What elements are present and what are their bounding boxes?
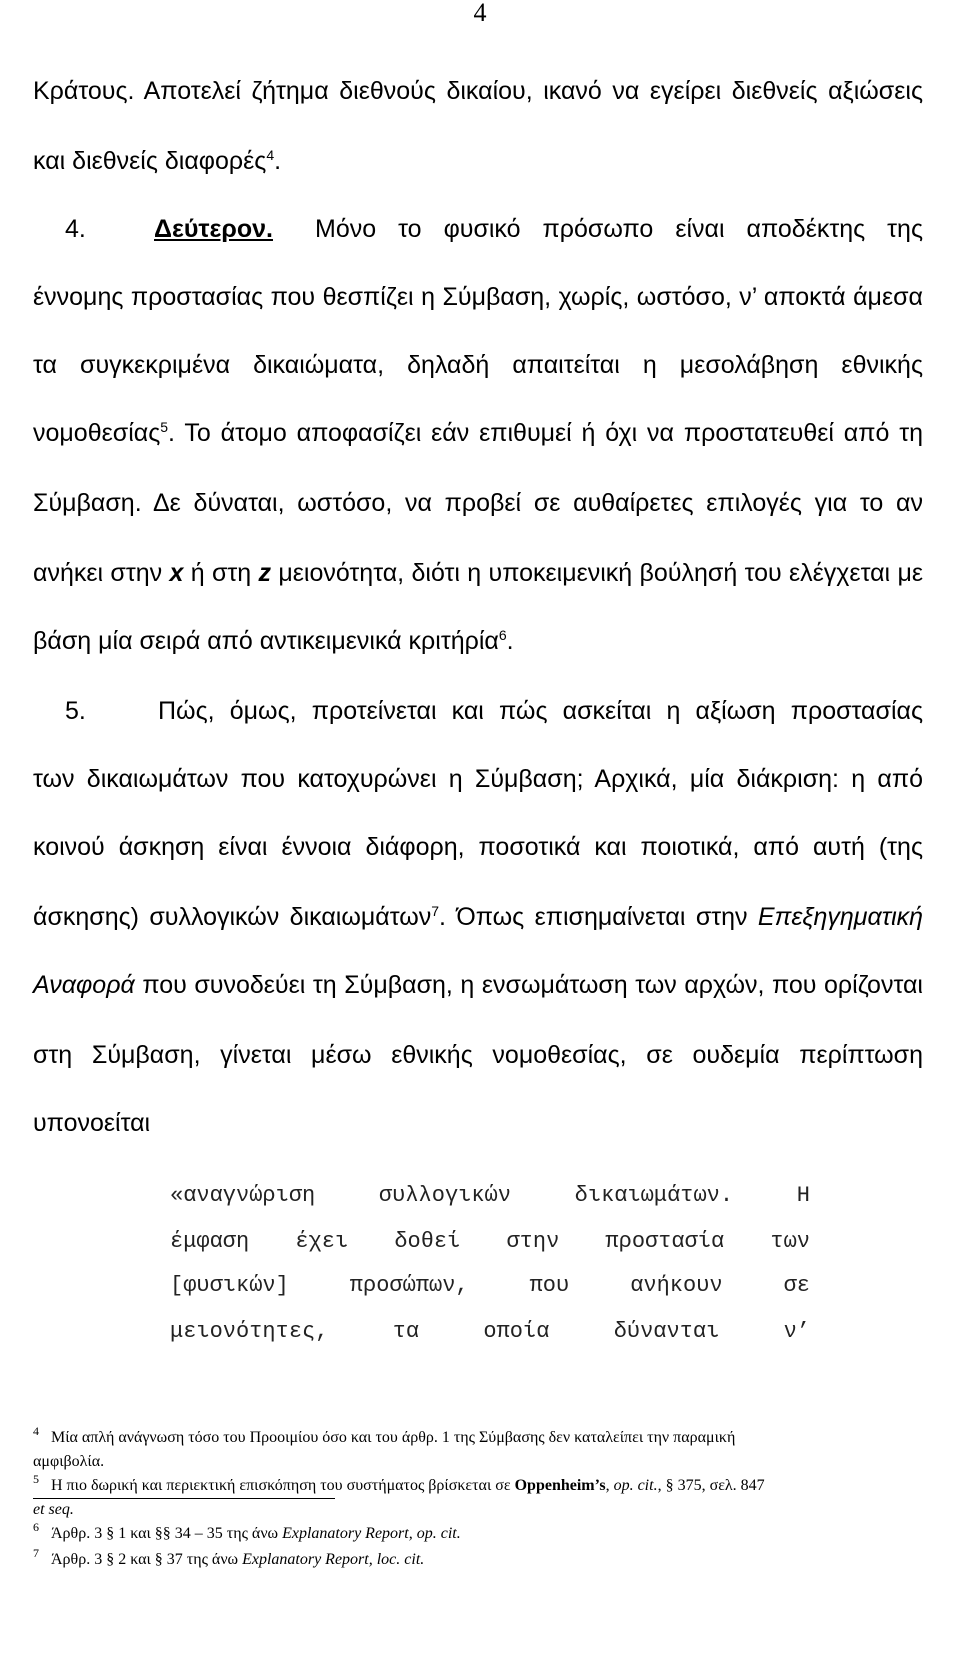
footnote-ref[interactable]: 7	[431, 903, 440, 919]
body-line-4: έννομης προστασίας που θεσπίζει η Σύμβαση, χωρίς, ωστόσο, ν’ αποκτά άμεσα	[33, 283, 923, 311]
body-text: .	[274, 147, 282, 175]
body-line-8	[33, 558, 923, 588]
body-text: ανήκει στην	[33, 559, 170, 587]
paragraph-number: 5.	[65, 697, 86, 725]
page-number: 4	[473, 0, 487, 27]
footnote-4-cont: αμφιβολία.	[33, 1453, 105, 1470]
footnote-text: Άρθρ. 3 § 1 και §§ 34 – 35 της άνω	[51, 1525, 283, 1542]
italic-term: Επεξηγηματική	[757, 903, 923, 931]
body-line-1: Κράτους. Αποτελεί ζήτημα διεθνούς δικαίου, ικανό να εγείρει διεθνείς αξιώσεις	[33, 77, 923, 105]
footnote-citation: Explanatory Report, op. cit.	[282, 1525, 461, 1542]
footnote-ref[interactable]: 5	[160, 419, 169, 435]
body-text: βάση μία σειρά από αντικειμενικά κριτήρία	[33, 627, 499, 655]
quote-line-1: «αναγνώριση συλλογικών δικαιωμάτων. Η	[170, 1183, 810, 1208]
body-text: μειονότητα, διότι η υποκειμενική βούλησή του ελέγχεται με	[271, 559, 924, 587]
body-text: που συνοδεύει τη Σύμβαση, η ενσωμάτωση των αρχών, που ορίζονται	[134, 971, 923, 999]
quote-line-2: έμφαση έχει δοθεί στην προστασία των	[170, 1229, 810, 1254]
paragraph-number: 4.	[65, 215, 86, 243]
minority-z: z	[258, 559, 272, 587]
body-text: ή στη	[183, 559, 259, 587]
footnote-5	[33, 1472, 923, 1496]
body-line-5: τα συγκεκριμένα δικαιώματα, δηλαδή απαιτείται η μεσολάβηση εθνικής	[33, 351, 923, 379]
italic-term: Αναφορά	[33, 971, 135, 999]
body-line-16: υπονοείται	[33, 1109, 151, 1137]
body-text: Πώς, όμως, προτείνεται και πώς ασκείται η αξίωση προστασίας	[158, 697, 923, 725]
footnote-text: Άρθρ. 3 § 2 και § 37 της άνω	[51, 1551, 243, 1568]
body-line-6	[33, 418, 923, 448]
body-text: και διεθνείς διαφορές	[33, 147, 267, 175]
body-text: . Το άτομο αποφασίζει εάν επιθυμεί ή όχι να προστατευθεί από τη	[168, 419, 923, 447]
footnote-text: , § 375, σελ. 847	[657, 1477, 765, 1494]
body-line-9	[33, 626, 923, 656]
quote-line-4: μειονότητες, τα οποία δύνανται ν’	[170, 1319, 810, 1344]
footnote-author: Oppenheim’s	[514, 1477, 606, 1494]
body-text: άσκησης) συλλογικών δικαιωμάτων	[33, 903, 432, 931]
footnote-separator	[33, 1498, 335, 1499]
body-line-13	[33, 902, 923, 932]
footnote-text: Μία απλή ανάγνωση τόσο του Προοιμίου όσο και του άρθρ. 1 της Σύμβασης δεν καταλείπει την παραμική	[51, 1429, 736, 1446]
footnote-7	[33, 1546, 923, 1570]
footnote-ref[interactable]: 4	[266, 147, 275, 163]
footnote-mark: 7	[33, 1546, 39, 1560]
footnote-5-cont: et seq.	[33, 1501, 74, 1518]
paragraph-label: Δεύτερον.	[154, 215, 273, 243]
body-text: . Όπως επισημαίνεται στην	[439, 903, 758, 931]
body-line-7: Σύμβαση. Δε δύναται, ωστόσο, να προβεί σε αυθαίρετες επιλογές για το αν	[33, 489, 923, 517]
footnote-mark: 6	[33, 1520, 39, 1534]
footnote-4	[33, 1424, 923, 1448]
footnote-citation: op. cit.	[613, 1477, 658, 1494]
body-line-12: κοινού άσκηση είναι έννοια διάφορη, ποσοτικά και ποιοτικά, από αυτή (της	[33, 833, 923, 861]
body-line-14	[33, 970, 923, 1000]
body-text: Μόνο το φυσικό πρόσωπο είναι αποδέκτης της	[315, 215, 923, 243]
footnote-mark: 4	[33, 1424, 39, 1438]
footnote-6	[33, 1520, 923, 1544]
body-line-2	[33, 146, 923, 176]
body-line-15: στη Σύμβαση, γίνεται μέσω εθνικής νομοθεσίας, σε ουδεμία περίπτωση	[33, 1041, 923, 1069]
footnote-text: Η πιο δωρική και περιεκτική επισκόπηση του συστήματος βρίσκεται σε	[51, 1477, 515, 1494]
footnote-mark: 5	[33, 1472, 39, 1486]
body-text: νομοθεσίας	[33, 419, 161, 447]
body-text: .	[506, 627, 514, 655]
footnote-citation: Explanatory Report, loc. cit.	[242, 1551, 425, 1568]
footnote-ref[interactable]: 6	[498, 627, 507, 643]
body-line-11: των δικαιωμάτων που κατοχυρώνει η Σύμβαση; Αρχικά, μία διάκριση: η από	[33, 765, 923, 793]
footnote-text: ,	[605, 1477, 614, 1494]
minority-x: x	[169, 559, 184, 587]
quote-line-3: [φυσικών] προσώπων, που ανήκουν σε	[170, 1273, 810, 1298]
